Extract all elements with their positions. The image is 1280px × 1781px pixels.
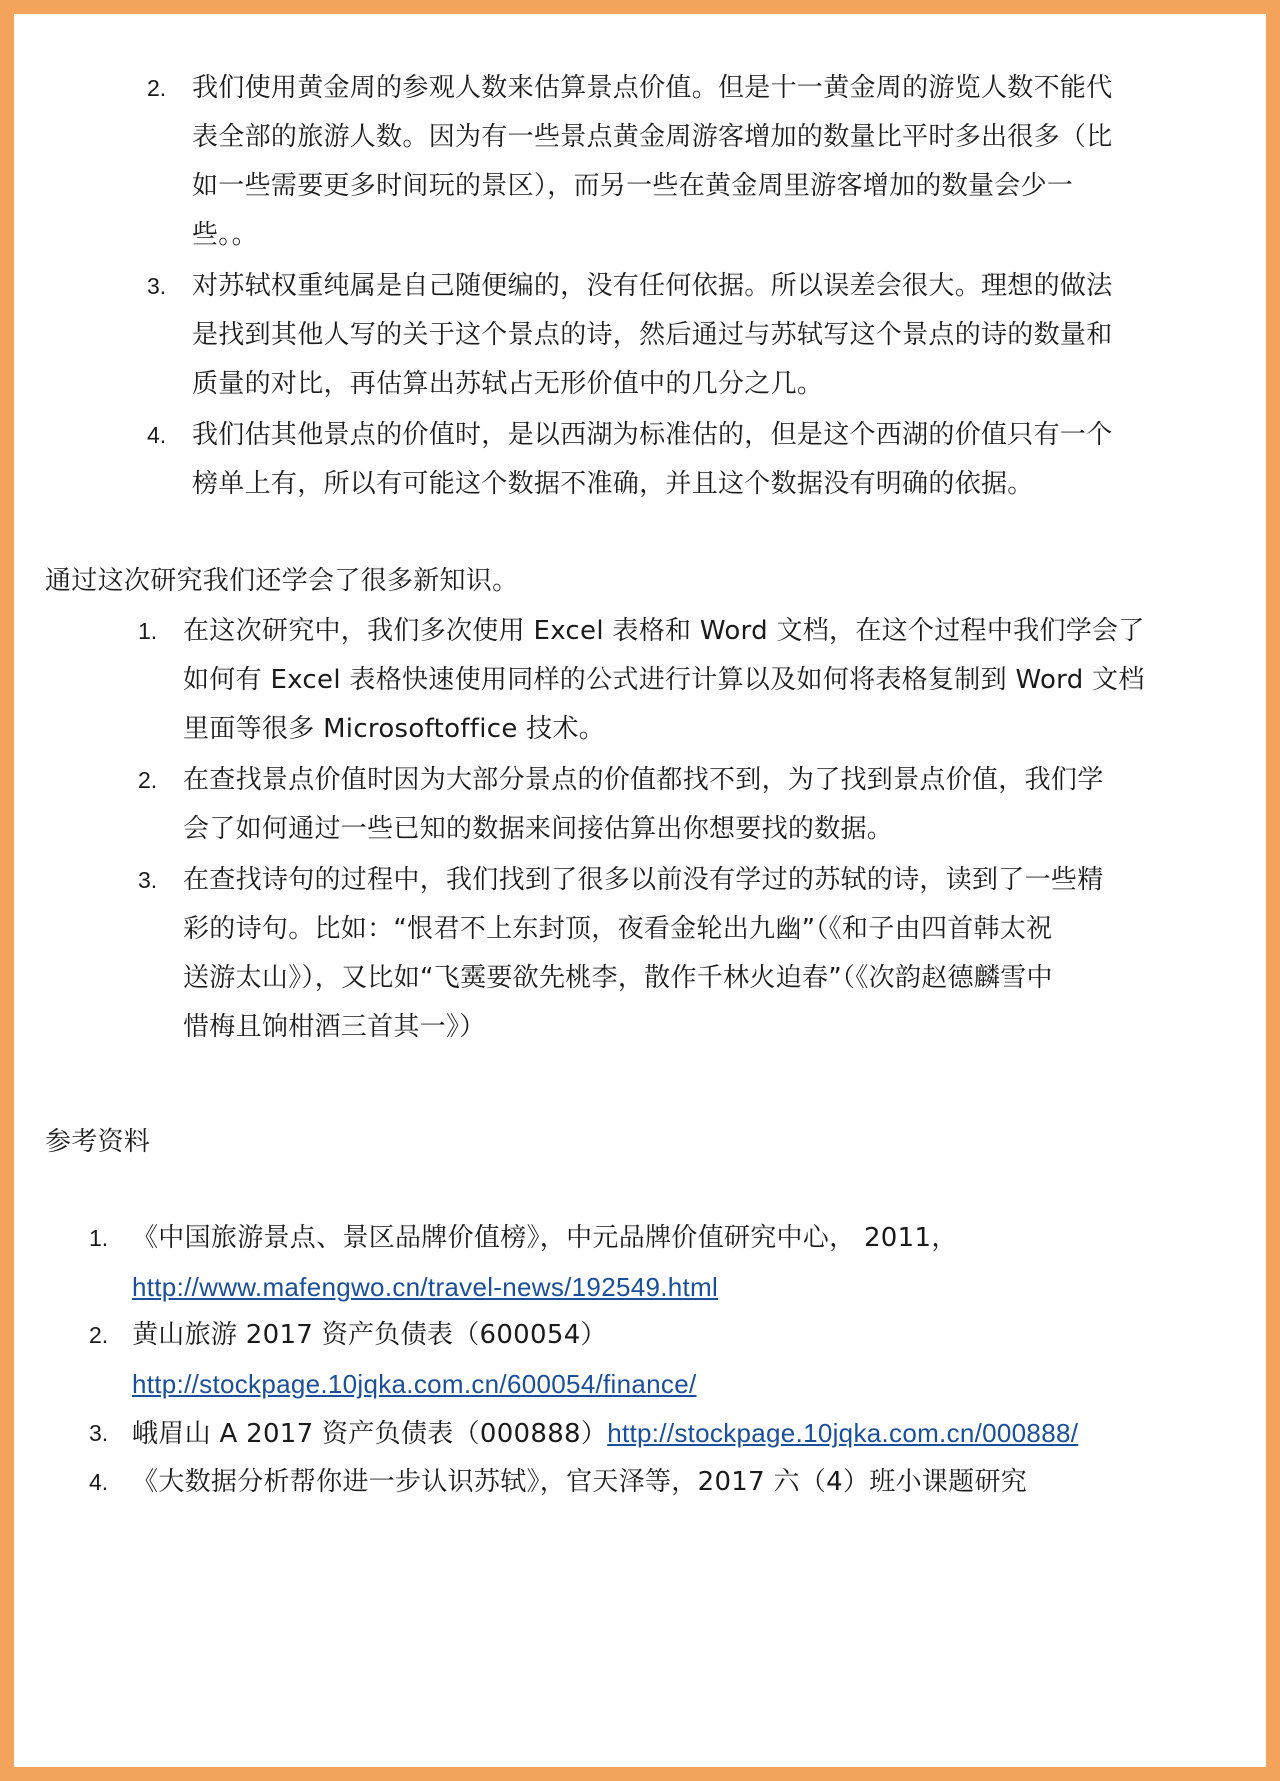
text-line: 在查找诗句的过程中，我们找到了很多以前没有学过的苏轼的诗，读到了一些精 (183, 865, 1104, 895)
list-number: 3. (89, 1420, 109, 1446)
reference-text: 黄山旅游 2017 资产负债表（600054） (132, 1320, 607, 1350)
text-line: 对苏轼权重纯属是自己随便编的，没有任何依据。所以误差会很大。理想的做法 (192, 271, 1113, 301)
text-line: 我们使用黄金周的参观人数来估算景点价值。但是十一黄金周的游览人数不能代 (192, 73, 1113, 103)
reference-link[interactable]: http://www.mafengwo.cn/travel-news/192549.html (132, 1272, 719, 1302)
text-line: 惜梅且饷柑酒三首其一》） (183, 1012, 486, 1042)
list-number: 2. (147, 75, 167, 101)
reference-text: 峨眉山 A 2017 资产负债表（000888） (132, 1419, 608, 1449)
text-line: 在查找景点价值时因为大部分景点的价值都找不到，为了找到景点价值，我们学 (183, 765, 1104, 795)
text-line: 会了如何通过一些已知的数据来间接估算出你想要找的数据。 (183, 814, 894, 844)
text-line: 榜单上有，所以有可能这个数据不准确，并且这个数据没有明确的依据。 (192, 469, 1034, 499)
reference-text: 《中国旅游景点、景区品牌价值榜》，中元品牌价值研究中心， 2011， (132, 1223, 958, 1253)
text-line: 我们估其他景点的价值时，是以西湖为标准估的，但是这个西湖的价值只有一个 (192, 420, 1113, 450)
list-number: 2. (138, 767, 158, 793)
list-number: 1. (138, 618, 158, 644)
text-line: 表全部的旅游人数。因为有一些景点黄金周游客增加的数量比平时多出很多（比 (192, 122, 1113, 152)
text-line: 送游太山》），又比如“飞霙要欲先桃李，散作千林火迫春”（《次韵赵德麟雪中 (183, 963, 1053, 993)
list-number: 1. (89, 1225, 109, 1251)
text-line: 彩的诗句。比如：“恨君不上东封顶，夜看金轮出九幽”（《和子由四首韩太祝 (183, 914, 1053, 944)
list-number: 4. (147, 422, 167, 448)
references-title: 参考资料 (45, 1127, 151, 1157)
reference-text: 《大数据分析帮你进一步认识苏轼》，官天泽等，2017 六（4）班小课题研究 (132, 1467, 1028, 1497)
learned-intro: 通过这次研究我们还学会了很多新知识。 (45, 566, 519, 596)
text-line: 在这次研究中，我们多次使用 Excel 表格和 Word 文档，在这个过程中我们学会了 (183, 616, 1145, 646)
reference-link[interactable]: http://stockpage.10jqka.com.cn/600054/finance/ (132, 1369, 697, 1399)
reference-link[interactable]: http://stockpage.10jqka.com.cn/000888/ (607, 1418, 1079, 1448)
text-line: 如何有 Excel 表格快速使用同样的公式进行计算以及如何将表格复制到 Word 文档 (183, 665, 1145, 695)
text-line: 些。。 (192, 220, 258, 250)
list-number: 3. (138, 867, 158, 893)
list-number: 3. (147, 273, 167, 299)
text-line: 质量的对比，再估算出苏轼占无形价值中的几分之几。 (192, 369, 824, 399)
text-line: 是找到其他人写的关于这个景点的诗，然后通过与苏轼写这个景点的诗的数量和 (192, 320, 1113, 350)
list-number: 2. (89, 1322, 109, 1348)
list-number: 4. (89, 1469, 109, 1495)
text-line: 如一些需要更多时间玩的景区），而另一些在黄金周里游客增加的数量会少一 (192, 171, 1074, 201)
text-line: 里面等很多 Microsoftoffice 技术。 (183, 714, 606, 744)
document-page (14, 14, 1266, 1767)
